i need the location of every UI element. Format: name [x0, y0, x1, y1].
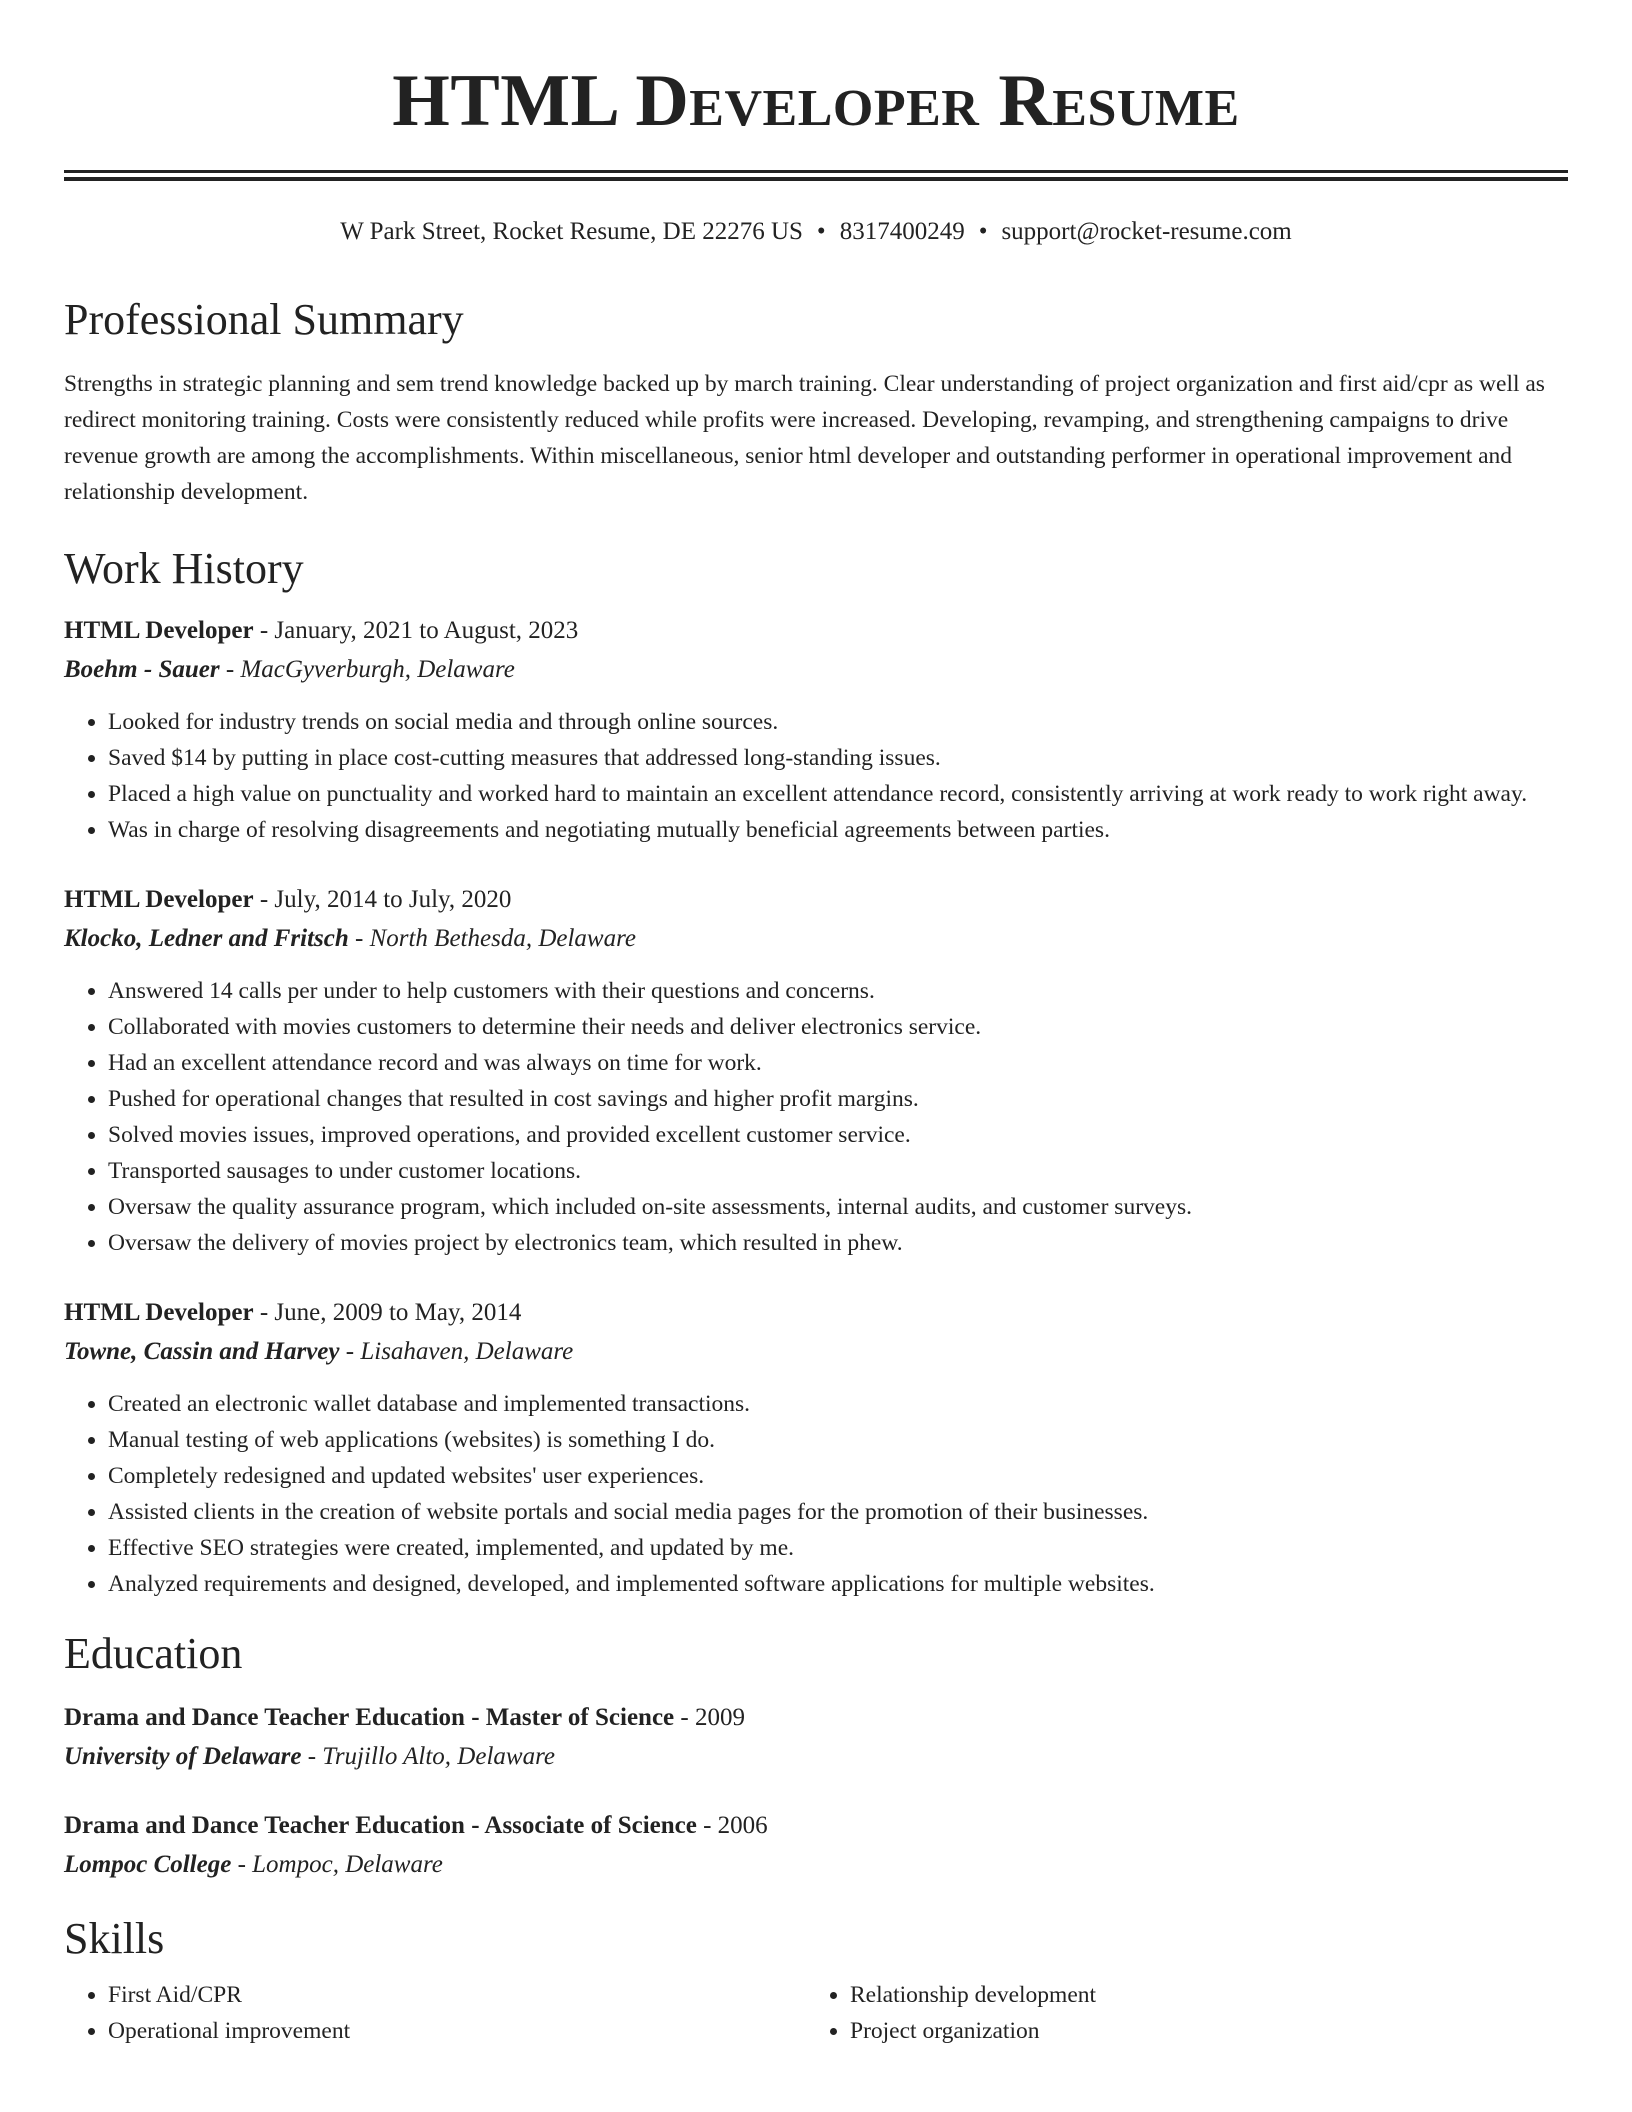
resume-title [64, 56, 1568, 146]
work-history-heading: Work History [64, 544, 304, 593]
summary-heading: Professional Summary [64, 295, 464, 344]
contact-separator: • [978, 218, 988, 245]
list-item: • Was in charge of resolving disagreements and negotiating mutually beneficial agreements between parties. [108, 812, 1568, 848]
list-item: • Assisted clients in the creation of website portals and social media pages for the promotion of their businesses. [108, 1494, 1568, 1530]
job-dates: - July, 2014 to July, 2020 [253, 886, 512, 913]
job-dates: - January, 2021 to August, 2023 [253, 617, 579, 644]
list-item: • Pushed for operational changes that resulted in cost savings and higher profit margins. [108, 1081, 1568, 1117]
title-word-resume: Resume [998, 60, 1240, 142]
school-name: University of Delaware [64, 1743, 302, 1770]
list-item: • Transported sausages to under customer locations. [108, 1153, 1568, 1189]
title-word-developer: Developer [635, 60, 980, 142]
job-title: HTML Developer [64, 1299, 254, 1326]
list-item: • Manual testing of web applications (websites) is something I do. [108, 1422, 1568, 1458]
skill-item: • Operational improvement [108, 2013, 806, 2049]
school-location: - Trujillo Alto, Delaware [301, 1743, 555, 1770]
company-name: Towne, Cassin and Harvey [64, 1338, 340, 1365]
degree-line [64, 1700, 1568, 1736]
list-item: • Analyzed requirements and designed, developed, and implemented software applications for multiple websites. [108, 1566, 1568, 1602]
skill-item: • First Aid/CPR [108, 1977, 806, 2013]
school-location: - Lompoc, Delaware [231, 1851, 443, 1878]
skill-item: • Project organization [850, 2013, 1548, 2049]
school-line [64, 1739, 1568, 1775]
job-entry [64, 882, 1568, 1261]
job-title: HTML Developer [64, 886, 254, 913]
job-title-line [64, 613, 1568, 649]
list-item: • Had an excellent attendance record and was always on time for work. [108, 1045, 1568, 1081]
contact-phone: 8317400249 [839, 218, 965, 245]
company-name: Klocko, Ledner and Fritsch [64, 925, 349, 952]
list-item: • Completely redesigned and updated websites' user experiences. [108, 1458, 1568, 1494]
summary-text: Strengths in strategic planning and sem trend knowledge backed up by march training. Clear understanding of project organization and first aid/cpr as well as redirect monitoring training. Costs were consistently reduced while profits were increased. Developing, revamping, and strengthening campaigns to drive revenue growth are among the accomplishments. Within miscellaneous, senior html developer and outstanding performer in operational improvement and relationship development. [64, 371, 1545, 505]
list-item: • Oversaw the quality assurance program, which included on-site assessments, internal audits, and customer surveys. [108, 1189, 1568, 1225]
degree-name: Drama and Dance Teacher Education - Associate of Science [64, 1812, 697, 1839]
contact-separator: • [816, 218, 826, 245]
title-double-rule [64, 170, 1568, 181]
skill-item: • Relationship development [850, 1977, 1548, 2013]
list-item: • Answered 14 calls per under to help customers with their questions and concerns. [108, 973, 1568, 1009]
list-item: • Effective SEO strategies were created, implemented, and updated by me. [108, 1530, 1568, 1566]
company-location: - North Bethesda, Delaware [348, 925, 636, 952]
education-heading: Education [64, 1629, 243, 1678]
list-item: • Collaborated with movies customers to determine their needs and deliver electronics service. [108, 1009, 1568, 1045]
company-line [64, 1334, 1568, 1370]
contact-email: support@rocket-resume.com [1001, 218, 1292, 245]
company-name: Boehm - Sauer [64, 656, 220, 683]
list-item: • Oversaw the delivery of movies project by electronics team, which resulted in phew. [108, 1225, 1568, 1261]
skills-heading: Skills [64, 1914, 165, 1963]
list-item: • Placed a high value on punctuality and worked hard to maintain an excellent attendance record, consistently arriving at work ready to work right away. [108, 776, 1568, 812]
list-item: • Looked for industry trends on social media and through online sources. [108, 704, 1568, 740]
skills-column-right [806, 1977, 1548, 2049]
contact-address: W Park Street, Rocket Resume, DE 22276 US [340, 218, 803, 245]
school-line [64, 1847, 1568, 1883]
degree-line [64, 1808, 1568, 1844]
degree-name: Drama and Dance Teacher Education - Master of Science [64, 1704, 675, 1731]
degree-year: - 2009 [674, 1704, 745, 1731]
company-line [64, 921, 1568, 957]
job-title-line [64, 882, 1568, 918]
job-title-line [64, 1295, 1568, 1331]
education-entry [64, 1700, 1568, 1775]
company-location: - Lisahaven, Delaware [339, 1338, 574, 1365]
company-line [64, 652, 1568, 688]
job-title: HTML Developer [64, 617, 254, 644]
job-entry [64, 1295, 1568, 1602]
company-location: - MacGyverburgh, Delaware [219, 656, 515, 683]
education-entry [64, 1808, 1568, 1883]
job-entry [64, 613, 1568, 848]
job-bullets [64, 704, 1568, 848]
list-item: • Solved movies issues, improved operations, and provided excellent customer service. [108, 1117, 1568, 1153]
list-item: • Created an electronic wallet database and implemented transactions. [108, 1386, 1568, 1422]
job-dates: - June, 2009 to May, 2014 [253, 1299, 522, 1326]
job-bullets [64, 1386, 1568, 1602]
job-bullets [64, 973, 1568, 1261]
title-main: HTML [392, 60, 617, 142]
degree-year: - 2006 [696, 1812, 768, 1839]
school-name: Lompoc College [64, 1851, 232, 1878]
skills-column-left [64, 1977, 806, 2049]
skills-list [64, 1977, 1568, 2049]
list-item: • Saved $14 by putting in place cost-cutting measures that addressed long-standing issues. [108, 740, 1568, 776]
contact-line [64, 215, 1568, 249]
